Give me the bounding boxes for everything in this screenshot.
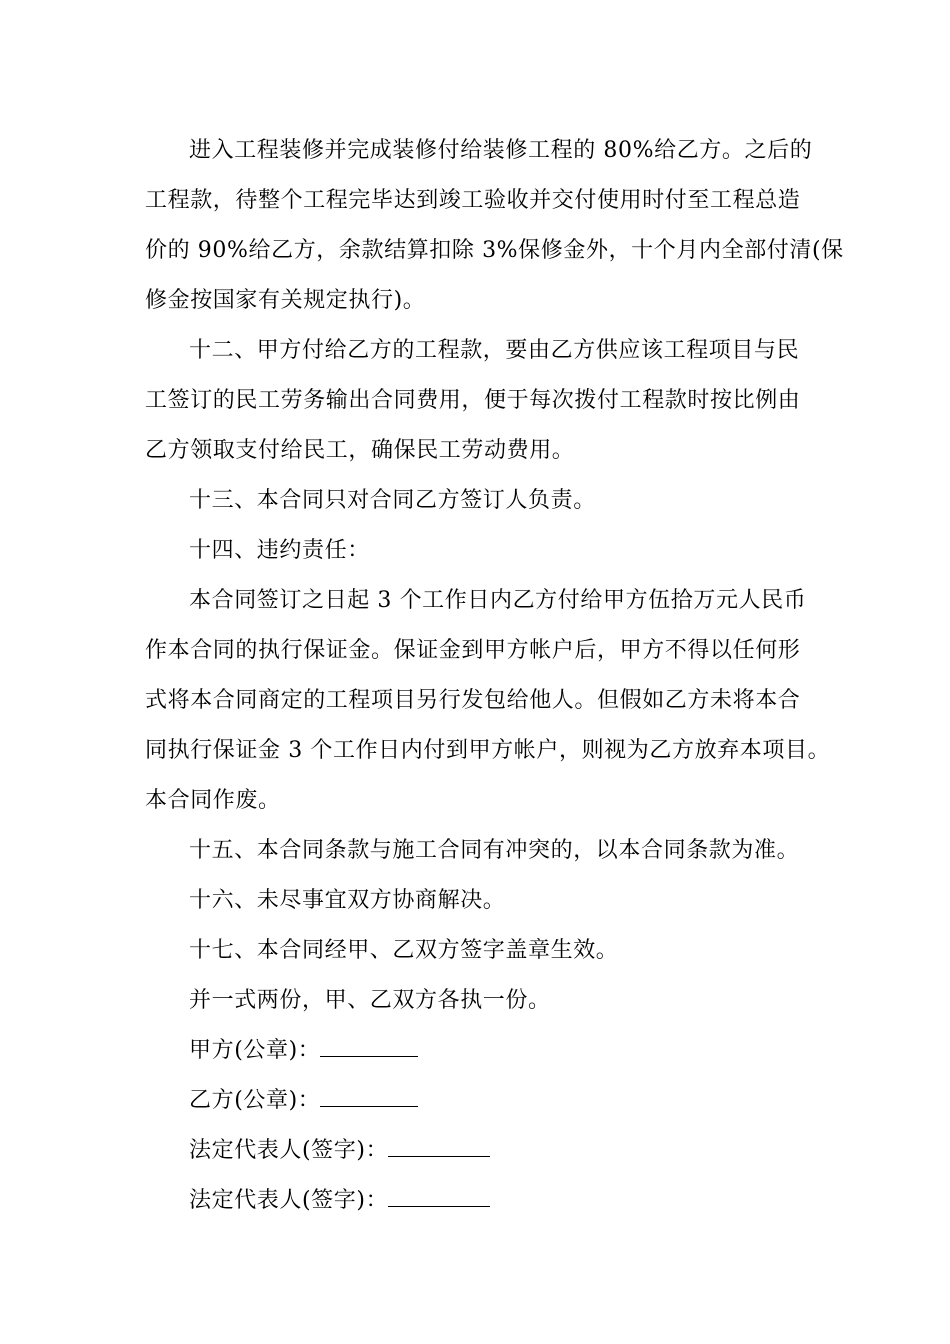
text-line: 进入工程装修并完成装修付给装修工程的 80%给乙方。之后的 (189, 138, 813, 163)
signature-rep-a (145, 1126, 825, 1176)
paragraph-payment-terms (145, 126, 844, 326)
text-line: 十五、本合同条款与施工合同有冲突的，以本合同条款为准。 (189, 838, 800, 863)
text-line: 本合同签订之日起 3 个工作日内乙方付给甲方伍拾万元人民币 (189, 588, 807, 613)
paragraph-clause-16 (145, 876, 825, 926)
paragraph-clause-13 (145, 476, 825, 526)
text-line: 乙方领取支付给民工，确保民工劳动费用。 (145, 438, 575, 463)
signature-blank (388, 1186, 490, 1207)
text-line: 作本合同的执行保证金。保证金到甲方帐户后，甲方不得以任何形 (145, 638, 801, 663)
signature-label: 甲方(公章)： (189, 1038, 321, 1063)
text-line: 十七、本合同经甲、乙双方签字盖章生效。 (189, 938, 619, 963)
paragraph-clause-17 (145, 926, 825, 976)
text-line: 修金按国家有关规定执行)。 (145, 288, 426, 313)
paragraph-clause-14 (145, 526, 825, 576)
signature-party-b (145, 1076, 825, 1126)
signature-blank (320, 1086, 418, 1107)
signature-label: 法定代表人(签字)： (189, 1138, 389, 1163)
text-line: 工签订的民工劳务输出合同费用，便于每次拨付工程款时按比例由 (145, 388, 801, 413)
signature-rep-b (145, 1176, 825, 1226)
document-page (145, 126, 844, 1226)
paragraph-copies (145, 976, 825, 1026)
text-line: 十六、未尽事宜双方协商解决。 (189, 888, 506, 913)
text-line: 十四、违约责任： (189, 538, 370, 563)
signature-blank (388, 1136, 490, 1157)
paragraph-clause-14-body (145, 576, 831, 826)
text-line: 同执行保证金 3 个工作日内付到甲方帐户，则视为乙方放弃本项目。 (145, 738, 831, 763)
text-line: 十二、甲方付给乙方的工程款，要由乙方供应该工程项目与民 (189, 338, 800, 363)
signature-party-a (145, 1026, 825, 1076)
signature-blank (320, 1036, 418, 1057)
text-line: 本合同作废。 (145, 788, 281, 813)
text-line: 并一式两份，甲、乙双方各执一份。 (189, 988, 551, 1013)
paragraph-clause-12 (145, 326, 825, 476)
signature-label: 乙方(公章)： (189, 1088, 321, 1113)
text-line: 工程款，待整个工程完毕达到竣工验收并交付使用时付至工程总造 (145, 188, 801, 213)
paragraph-clause-15 (145, 826, 825, 876)
signature-label: 法定代表人(签字)： (189, 1188, 389, 1213)
text-line: 式将本合同商定的工程项目另行发包给他人。但假如乙方未将本合 (145, 688, 801, 713)
text-line: 十三、本合同只对合同乙方签订人负责。 (189, 488, 596, 513)
text-line: 价的 90%给乙方，余款结算扣除 3%保修金外，十个月内全部付清(保 (145, 238, 844, 263)
